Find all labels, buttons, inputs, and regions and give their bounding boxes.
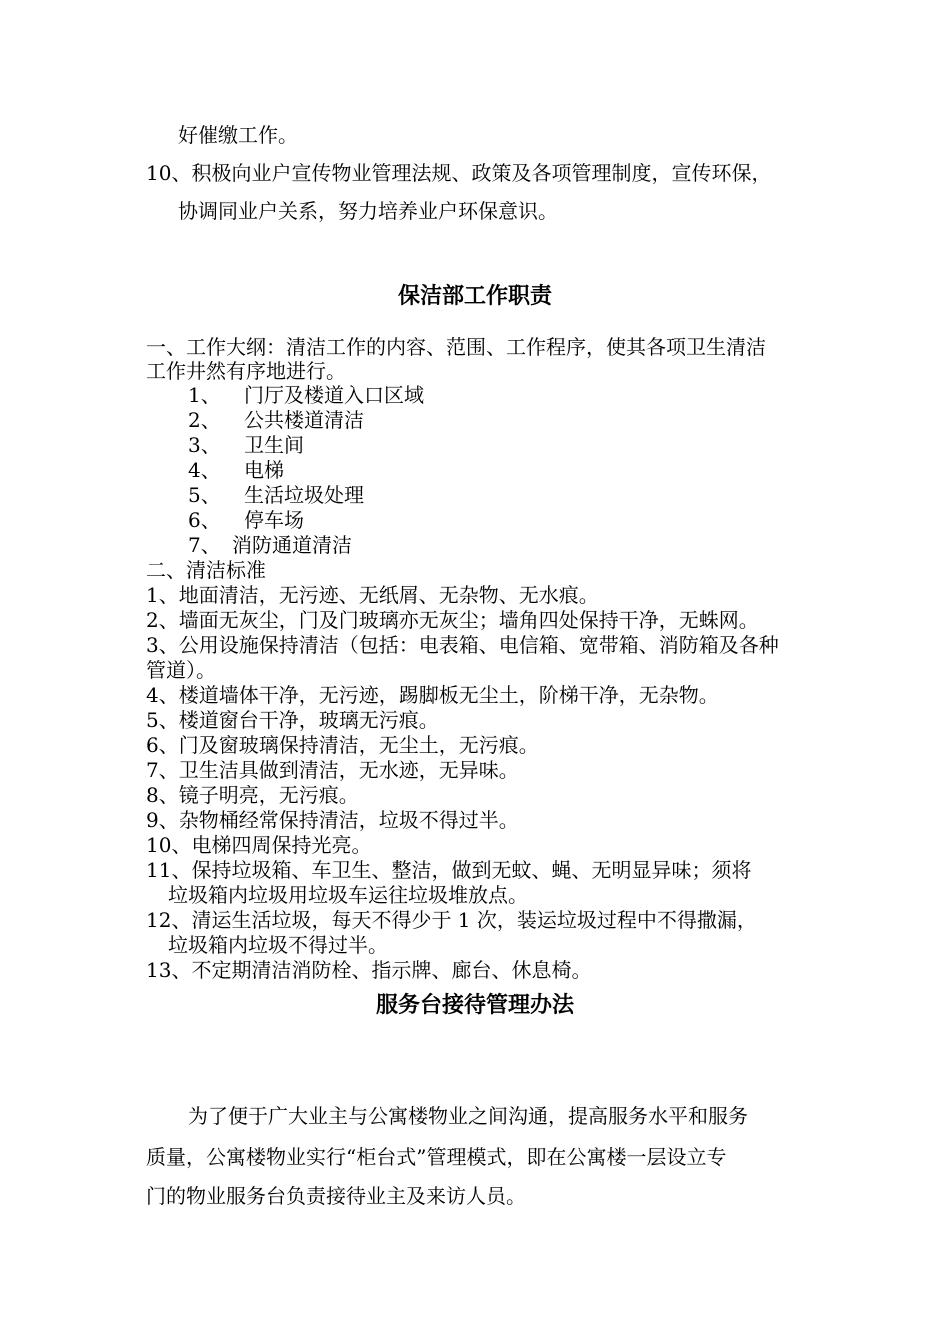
- reception-para-line-3: 门的物业服务台负责接待业主及来访人员。: [146, 1184, 526, 1208]
- reception-para-line-1: 为了便于广大业主与公寓楼物业之间沟通，提高服务水平和服务: [188, 1104, 748, 1128]
- standard-item: 12、清运生活垃圾，每天不得少于 1 次，装运垃圾过程中不得撒漏，: [146, 908, 757, 932]
- area-text: 电梯: [244, 458, 284, 482]
- standard-item: 11、保持垃圾箱、车卫生、整洁，做到无蚊、蝇、无明显异味；须将: [146, 858, 752, 882]
- outline-line-2: 工作井然有序地进行。: [146, 359, 346, 383]
- standard-item: 9、杂物桶经常保持清洁，垃圾不得过半。: [146, 808, 519, 832]
- area-num: 4、: [188, 458, 221, 482]
- area-num: 2、: [188, 408, 221, 432]
- section-title-cleaning: 保洁部工作职责: [397, 284, 552, 309]
- reception-para-line-2: 质量，公寓楼物业实行“柜台式”管理模式，即在公寓楼一层设立专: [146, 1145, 727, 1169]
- area-text: 公共楼道清洁: [244, 408, 364, 432]
- outline-line-1: 一、工作大纲：清洁工作的内容、范围、工作程序，使其各项卫生清洁: [146, 335, 766, 359]
- section-title-reception: 服务台接待管理办法: [375, 993, 574, 1018]
- standard-item: 4、楼道墙体干净，无污迹，踢脚板无尘土，阶梯干净，无杂物。: [146, 683, 719, 707]
- standard-item: 管道）。: [146, 658, 216, 682]
- area-num: 5、: [188, 483, 221, 507]
- standard-item-continuation: 垃圾箱内垃圾不得过半。: [168, 933, 388, 957]
- standard-item: 5、楼道窗台干净，玻璃无污痕。: [146, 708, 439, 732]
- area-num: 6、: [188, 508, 221, 532]
- area-text: 生活垃圾处理: [244, 483, 364, 507]
- standard-item: 13、不定期清洁消防栓、指示牌、廊台、休息椅。: [146, 958, 592, 982]
- standard-item: 1、地面清洁，无污迹、无纸屑、无杂物、无水痕。: [146, 583, 599, 607]
- area-num: 1、: [188, 383, 221, 407]
- intro-line-2: 10、积极向业户宣传物业管理法规、政策及各项管理制度，宣传环保，: [146, 161, 772, 185]
- intro-line-3: 协调同业户关系，努力培养业户环保意识。: [178, 199, 558, 223]
- area-num: 7、: [188, 533, 221, 557]
- standards-heading: 二、清洁标准: [146, 558, 266, 582]
- area-text: 卫生间: [244, 433, 304, 457]
- area-text: 停车场: [244, 508, 304, 532]
- standard-item: 6、门及窗玻璃保持清洁，无尘土，无污痕。: [146, 733, 539, 757]
- standard-item: 7、卫生洁具做到清洁，无水迹，无异味。: [146, 758, 519, 782]
- area-num: 3、: [188, 433, 221, 457]
- area-text: 门厅及楼道入口区域: [244, 383, 424, 407]
- standard-item: 2、墙面无灰尘，门及门玻璃亦无灰尘；墙角四处保持干净，无蛛网。: [146, 608, 759, 632]
- area-text: 消防通道清洁: [232, 533, 352, 557]
- intro-line-1: 好催缴工作。: [178, 123, 298, 147]
- standard-item-continuation: 垃圾箱内垃圾用垃圾车运往垃圾堆放点。: [168, 883, 528, 907]
- standard-item: 8、镜子明亮，无污痕。: [146, 783, 359, 807]
- standard-item: 3、公用设施保持清洁（包括：电表箱、电信箱、宽带箱、消防箱及各种: [146, 633, 779, 657]
- standard-item: 10、电梯四周保持光亮。: [146, 833, 372, 857]
